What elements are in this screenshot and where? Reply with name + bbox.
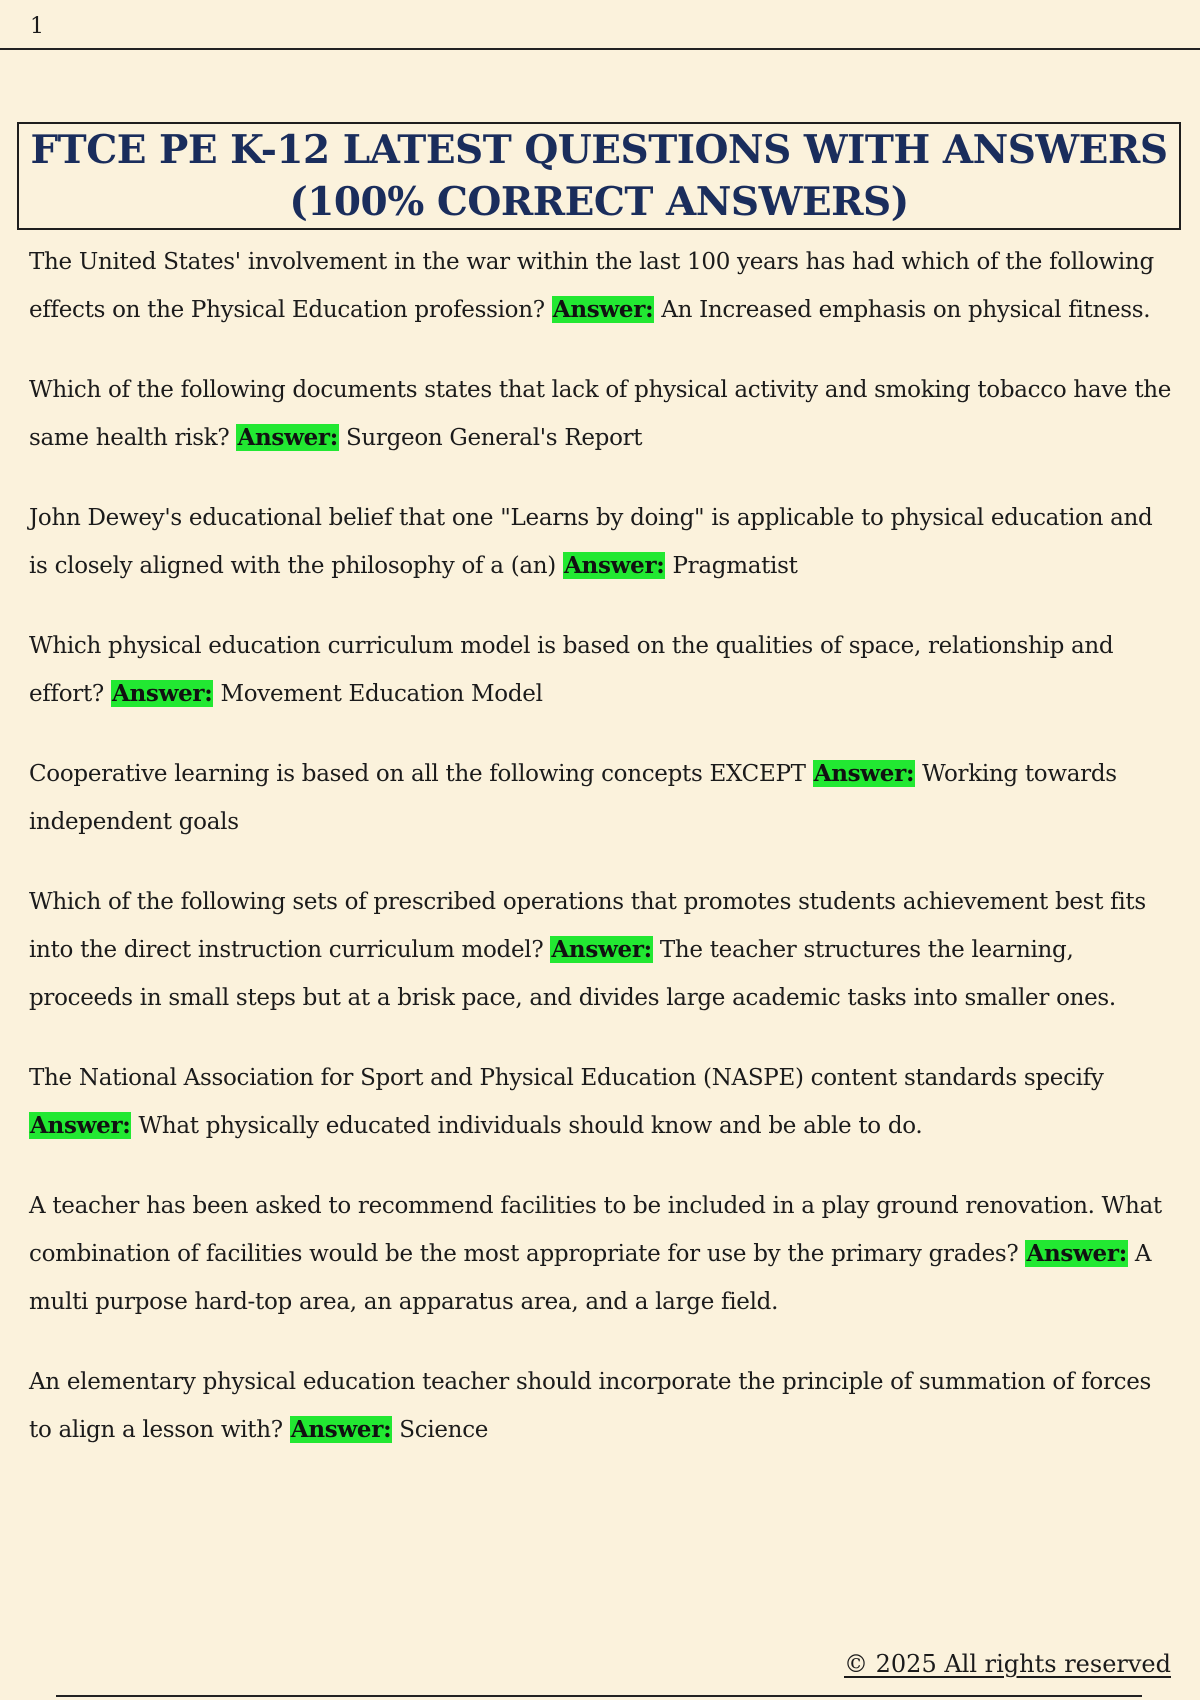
footer-rule bbox=[56, 1695, 1142, 1697]
title-box bbox=[17, 122, 1181, 230]
answer-text: Working towards independent goals bbox=[29, 761, 1117, 835]
page-title: FTCE PE K-12 LATEST QUESTIONS WITH ANSWERS (100% CORRECT ANSWERS) bbox=[30, 127, 1168, 225]
copyright-footer: © 2025 All rights reserved bbox=[844, 1650, 1171, 1678]
question-text: Which of the following documents states that lack of physical activity and smoking tobacco have the same health risk? bbox=[29, 377, 1172, 451]
question-text: Which of the following sets of prescribed operations that promotes students achievement best fits into the direct instruction curriculum model? bbox=[29, 889, 1146, 963]
question-text: John Dewey's educational belief that one "Learns by doing" is applicable to physical education and is closely aligned with the philosophy of a (an) bbox=[29, 505, 1153, 579]
qa-item bbox=[29, 622, 1174, 718]
answer-text: The teacher structures the learning, proceeds in small steps but at a brisk pace, and divides large academic tasks into smaller ones. bbox=[29, 937, 1116, 1011]
question-text: An elementary physical education teacher should incorporate the principle of summation of forces to align a lesson with? bbox=[29, 1369, 1152, 1443]
question-text: Which physical education curriculum model is based on the qualities of space, relationship and effort? bbox=[29, 633, 1114, 707]
page-number: 1 bbox=[30, 14, 44, 39]
qa-item bbox=[29, 1182, 1174, 1326]
answer-label: Answer: bbox=[551, 936, 652, 963]
answer-label: Answer: bbox=[237, 424, 338, 451]
answer-label: Answer: bbox=[111, 680, 213, 707]
header-rule bbox=[0, 48, 1200, 50]
question-text: The United States' involvement in the war within the last 100 years has had which of the following effects on the Physical Education profession? bbox=[29, 249, 1154, 323]
answer-label: Answer: bbox=[564, 552, 665, 579]
question-text: The National Association for Sport and Physical Education (NASPE) content standards specify bbox=[29, 1065, 1104, 1091]
answer-text: An Increased emphasis on physical fitness. bbox=[661, 297, 1151, 323]
answer-label: Answer: bbox=[813, 760, 915, 787]
qa-item bbox=[29, 238, 1174, 334]
qa-list bbox=[29, 238, 1174, 1486]
answer-text: A multi purpose hard-top area, an apparatus area, and a large field. bbox=[29, 1241, 1152, 1315]
answer-label: Answer: bbox=[30, 1112, 131, 1139]
answer-label: Answer: bbox=[290, 1416, 392, 1443]
qa-item bbox=[29, 366, 1174, 462]
answer-text: Science bbox=[399, 1417, 489, 1443]
answer-text: Pragmatist bbox=[672, 553, 798, 579]
answer-text: Surgeon General's Report bbox=[345, 425, 643, 451]
answer-text: What physically educated individuals should know and be able to do. bbox=[138, 1113, 923, 1139]
question-text: Cooperative learning is based on all the following concepts EXCEPT bbox=[29, 761, 806, 787]
answer-label: Answer: bbox=[1026, 1240, 1127, 1267]
qa-item bbox=[29, 1054, 1174, 1150]
qa-item bbox=[29, 494, 1174, 590]
qa-item bbox=[29, 750, 1174, 846]
qa-item bbox=[29, 1358, 1174, 1454]
answer-label: Answer: bbox=[552, 296, 654, 323]
qa-item bbox=[29, 878, 1174, 1022]
question-text: A teacher has been asked to recommend facilities to be included in a play ground renovation. What combination of facilities would be the most appropriate for use by the primary grades? bbox=[29, 1193, 1162, 1267]
answer-text: Movement Education Model bbox=[220, 681, 543, 707]
